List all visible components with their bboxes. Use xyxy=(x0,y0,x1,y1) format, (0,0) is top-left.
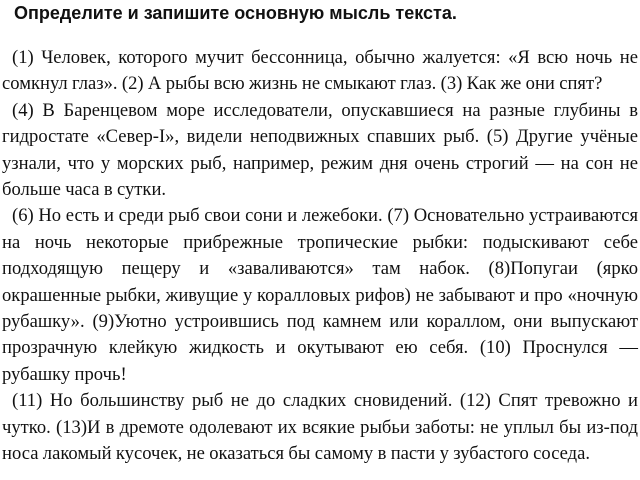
paragraph-2: (4) В Баренцевом море исследователи, опускавшиеся на разные глубины в гидростате «Север-I», видели неподвижных спавших рыб. (5) Другие учёные узнали, что у морских рыб, например, режим дня очень строгий — на сон не больше часа в сутки. xyxy=(2,99,638,201)
paragraph-1: (1) Человек, которого мучит бессонница, обычно жалуется: «Я всю ночь не сомкнул глаз». (2) А рыбы всю жизнь не смыкают глаз. (3) Как же они спят? xyxy=(2,47,638,95)
paragraph-3: (6) Но есть и среди рыб свои сони и лежебоки. (7) Основательно устраиваются на ночь некоторые прибрежные тропические рыбки: подыскивают себе подходящую пещеру и «заваливаются» там набок. (8)Попугаи (ярко окрашенные рыбки, живущие у коралловых рифов) не забывают и про «ночную рубашку». (9)Уютно устроившись под камнем или кораллом, они выпускают прозрачную клейкую жидкость и окутывают ею себя. (10) Проснулся — рубашку прочь! xyxy=(2,205,638,385)
text-body xyxy=(2,45,638,468)
task-heading: Определите и запишите основную мысль текста. xyxy=(14,3,457,23)
paragraph-4: (11) Но большинству рыб не до сладких сновидений. (12) Спят тревожно и чутко. (13)И в дремоте одолевают их всякие рыбьи заботы: не уплыл бы из-под носа лакомый кусочек, не оказаться бы самому в пасти у зубастого соседа. xyxy=(2,390,638,465)
